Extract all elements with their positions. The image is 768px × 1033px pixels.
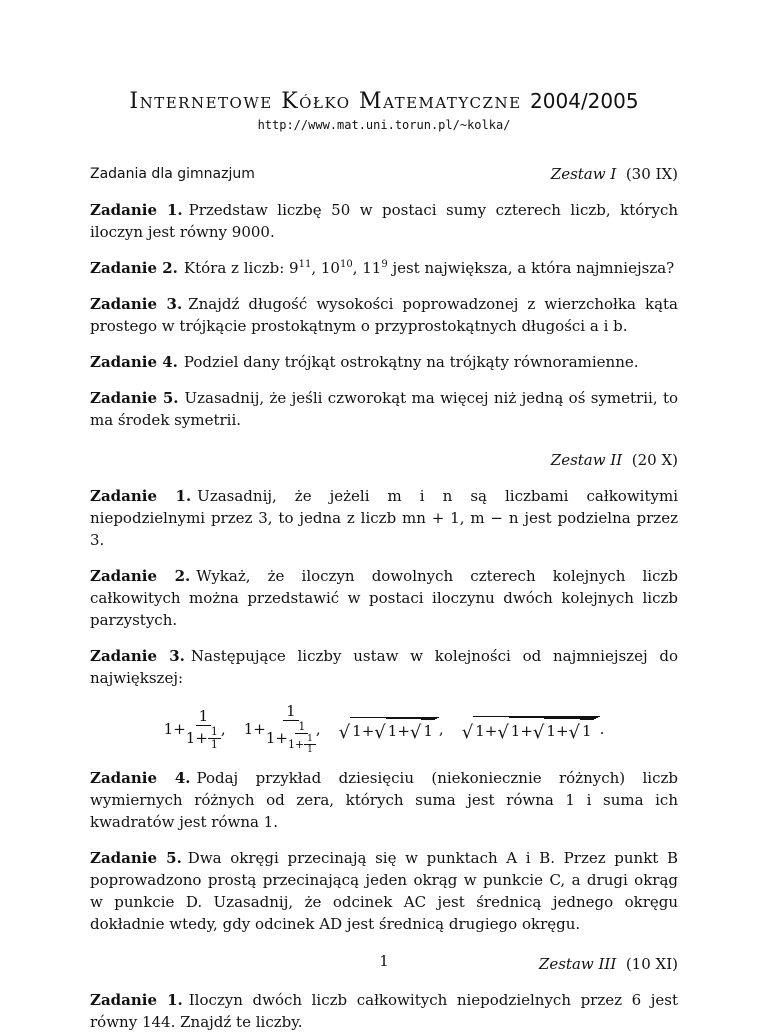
document-page: [90, 88, 678, 1033]
set-3-label: Zestaw III (10 XI): [538, 955, 678, 973]
set-1-task-2: Zadanie 2. Która z liczb: $9^{11}$, $10^{10}$, $11^9$ jest największa, a która najmniejsza?: [90, 259, 675, 277]
set-2-label: Zestaw II (20 X): [550, 451, 678, 469]
group-label: Zadania dla gimnazjum: [90, 166, 255, 182]
expression-2: 1 + 1 1 + 1 1 + $\frac{1}{1}$ ,: [243, 702, 321, 755]
title-text: Internetowe Kółko Matematyczne: [129, 89, 522, 114]
title-year: 2004/2005: [530, 89, 639, 113]
expression-4: √ 1 + √ 1 + √ 1 + √ 1 .: [462, 716, 605, 742]
set-3-task-1: Zadanie 1. Iloczyn dwóch liczb całkowitych niepodzielnych przez 6 jest równy 144. Znajdź te liczby.: [90, 991, 678, 1031]
set-1-task-5: Zadanie 5. Uzasadnij, że jeśli czworokąt ma więcej niż jedną oś symetrii, to ma środek symetrii.: [90, 389, 678, 429]
set-2-task-3: Zadanie 3. Następujące liczby ustaw w kolejności od najmniejszej do największej:: [90, 647, 679, 687]
expression-1: 1 + 1 1 + $\frac{1}{1}$ ,: [163, 706, 226, 751]
set-1-task-4: Zadanie 4. Podziel dany trójkąt ostrokątny na trójkąty równoramienne.: [90, 353, 639, 371]
set-1-label: Zestaw I (30 IX): [550, 165, 678, 183]
set-2-task-4: Zadanie 4. Podaj przykład dziesięciu (niekoniecznie różnych) liczb wymiernych różnych od zera, których suma jest równa 1 i suma ich kwadratów jest równa 1.: [90, 769, 678, 831]
set-1-task-3: Zadanie 3. Znajdź długość wysokości poprowadzonej z wierzchołka kąta prostego w trójkącie prostokątnym o przyprostokątnych długości a i b.: [90, 295, 678, 335]
set-2-task-2: Zadanie 2. Wykaż, że iloczyn dowolnych czterech kolejnych liczb całkowitych można przedstawić w postaci iloczynu dwóch kolejnych liczb parzystych.: [90, 567, 678, 629]
numbers-to-order: [90, 702, 678, 755]
page-number: 1: [379, 952, 389, 970]
set-2-task-1: Zadanie 1. Uzasadnij, że jeżeli m i n są liczbami całkowitymi niepodzielnymi przez 3, to jedna z liczb mn + 1, m − n jest podzielna przez 3.: [90, 487, 678, 549]
set-2-task-5: Zadanie 5. Dwa okręgi przecinają się w punktach A i B. Przez punkt B poprowadzono prostą przecinającą jeden okrąg w punkcie C, a drugi okrąg w punkcie D. Uzasadnij, że odcinek AC jest średnicą jednego okręgu dokładnie wtedy, gdy odcinek AD jest średnicą drugiego okręgu.: [90, 849, 678, 933]
site-url[interactable]: http://www.mat.uni.torun.pl/~kolka/: [257, 118, 511, 132]
expression-3: √ 1 + √ 1 + √ 1 ,: [339, 717, 444, 742]
set-1-task-1: Zadanie 1. Przedstaw liczbę 50 w postaci sumy czterech liczb, których iloczyn jest równy 9000.: [90, 201, 679, 241]
set-1-header: [90, 163, 678, 185]
page-title: [90, 88, 678, 115]
